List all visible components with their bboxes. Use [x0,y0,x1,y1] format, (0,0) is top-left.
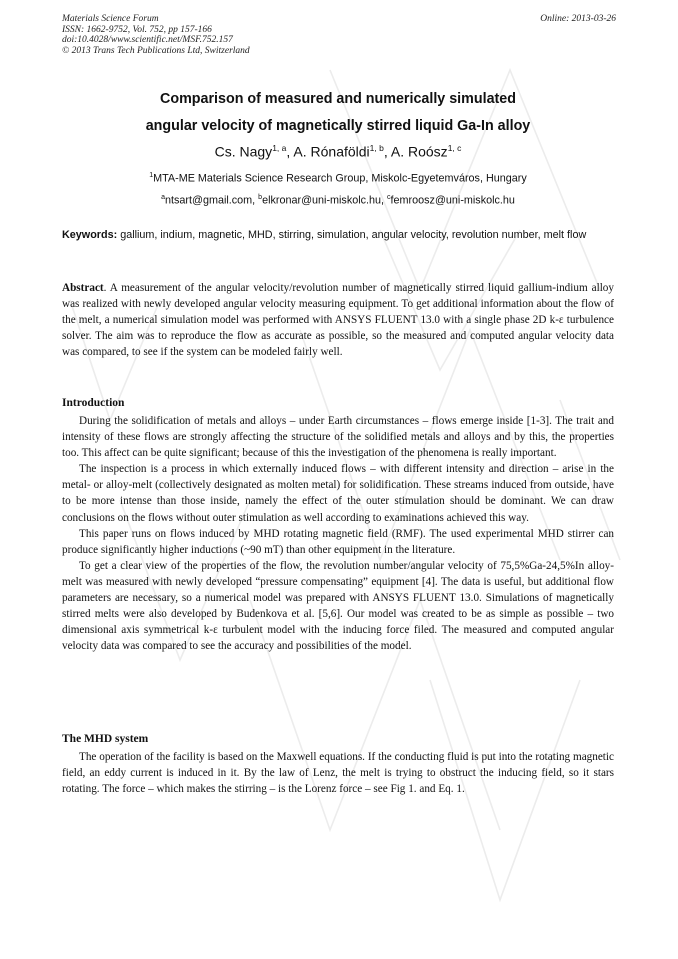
abstract [62,280,614,360]
copyright-line: © 2013 Trans Tech Publications Ltd, Switzerland [62,45,250,56]
email-list: $^a$ntsart@gmail.com, $^b$elkronar@uni-miskolc.hu, $^c$femroosz@uni-miskolc.hu [161,194,515,207]
author-superscript: 1, c [447,143,462,153]
email-superscript: c [387,194,391,201]
paragraph: This paper runs on flows induced by MHD rotating magnetic field (RMF). The used experimental MHD stirrer can produce significantly higher inductions (~90 mT) than other equipment in the literature. [62,527,614,556]
email-superscript: a [161,194,165,201]
mhd-system-body [62,749,614,797]
paper-title-line-2: angular velocity of magnetically stirred liquid Ga-In alloy [145,118,531,134]
paper-title-line-1: Comparison of measured and numerically simulated [160,91,516,107]
author-name: A. Rónaföldi [293,143,370,160]
issn-line: ISSN: 1662-9752, Vol. 752, pp 157-166 [62,24,212,35]
email-address[interactable]: femroosz@uni-miskolc.hu [390,194,515,207]
mhd-system-heading: The MHD system [62,733,149,745]
email-superscript: b [258,194,263,201]
affiliation [62,172,614,185]
paragraph: The operation of the facility is based on the Maxwell equations. If the conducting fluid is put into the rotating magnetic field, an eddy current is induced in it. By the law of Lenz, the melt is trying to obstruct the inducing field, so it stars rotating. The force – which makes the stirring – is the Lorenz force – see Fig 1. and Eq. 1. [62,751,614,796]
affiliation-text: MTA-ME Materials Science Research Group, Miskolc-Egyetemváros, Hungary [153,172,527,185]
keywords-text: gallium, indium, magnetic, MHD, stirring, simulation, angular velocity, revolution number, melt flow [120,229,587,241]
introduction-body [62,413,614,654]
email-address[interactable]: elkronar@uni-miskolc.hu [262,194,382,207]
journal-name: Materials Science Forum [62,14,159,24]
author-superscript: 1, a [272,143,287,153]
paragraph: To get a clear view of the properties of the flow, the revolution number/angular velocity of 75,5%Ga-24,5%In alloy-melt was measured with newly developed “pressure compensating” equipment [4]. The data is useful, but additional flow parameters are necessary, so a numerical model was prepared with ANSYS FLUENT 13.0. Simulations of magnetically stirred melts were also developed by Budenkova et al. [5,6]. Our model was created to be as simple as possible – two dimensional axis symmetrical k-ε turbulent model with the inducing force filed. The measured and computed angular velocity data was compared to see the accuracy and possibilities of the model. [62,559,614,653]
doi-line: doi:10.4028/www.scientific.net/MSF.752.157 [62,35,233,45]
abstract-label: Abstract [62,282,104,294]
author-name: Cs. Nagy [214,143,273,160]
email-address[interactable]: ntsart@gmail.com [164,194,253,207]
author-list: Cs. Nagy$^{1, a}$, A. Rónaföldi$^{1, b}$, A. Roósz$^{1, c}$ [214,143,462,160]
introduction-heading: Introduction [62,397,125,409]
keywords [62,227,614,245]
keywords-label: Keywords: [62,229,118,241]
paragraph: During the solidification of metals and alloys – under Earth circumstances – flows emerge inside [1-3]. The trait and intensity of these flows are strongly affecting the structure of the solidified metals and alloys and by this, the properties too. This affect can be quite significant; because of this the investigation of the phenomena is really important. [62,415,614,460]
paragraph: The inspection is a process in which externally induced flows – with different intensity and direction – arise in the metal- or alloy-melt (collectively designated as molten metal) for solidification. These streams induced from outside, have to be more intense than those inside, namely the effect of the outer stimulation should be dominant. We can draw conclusions on the flows without outer stimulation as well according to examinations achieved this way. [62,463,614,524]
online-date: Online: 2013-03-26 [540,14,616,24]
journal-header [62,14,250,56]
author-name: A. Roósz [390,143,448,160]
author-superscript: 1, b [369,143,384,153]
abstract-text: . A measurement of the angular velocity/revolution number of magnetically stirred liquid gallium-indium alloy was realized with newly developed angular velocity measuring equipment. To get additional information about the flow of the melt, a numerical simulation model was performed with ANSYS FLUENT 13.0 with a single phase 2D k-ε turbulence solver. The aim was to reproduce the flow as accurate as possible, so the measured and computed angular velocity data was compared, to see if the system can be modeled fairly well. [62,282,614,359]
affiliation-superscript: 1 [149,172,154,179]
